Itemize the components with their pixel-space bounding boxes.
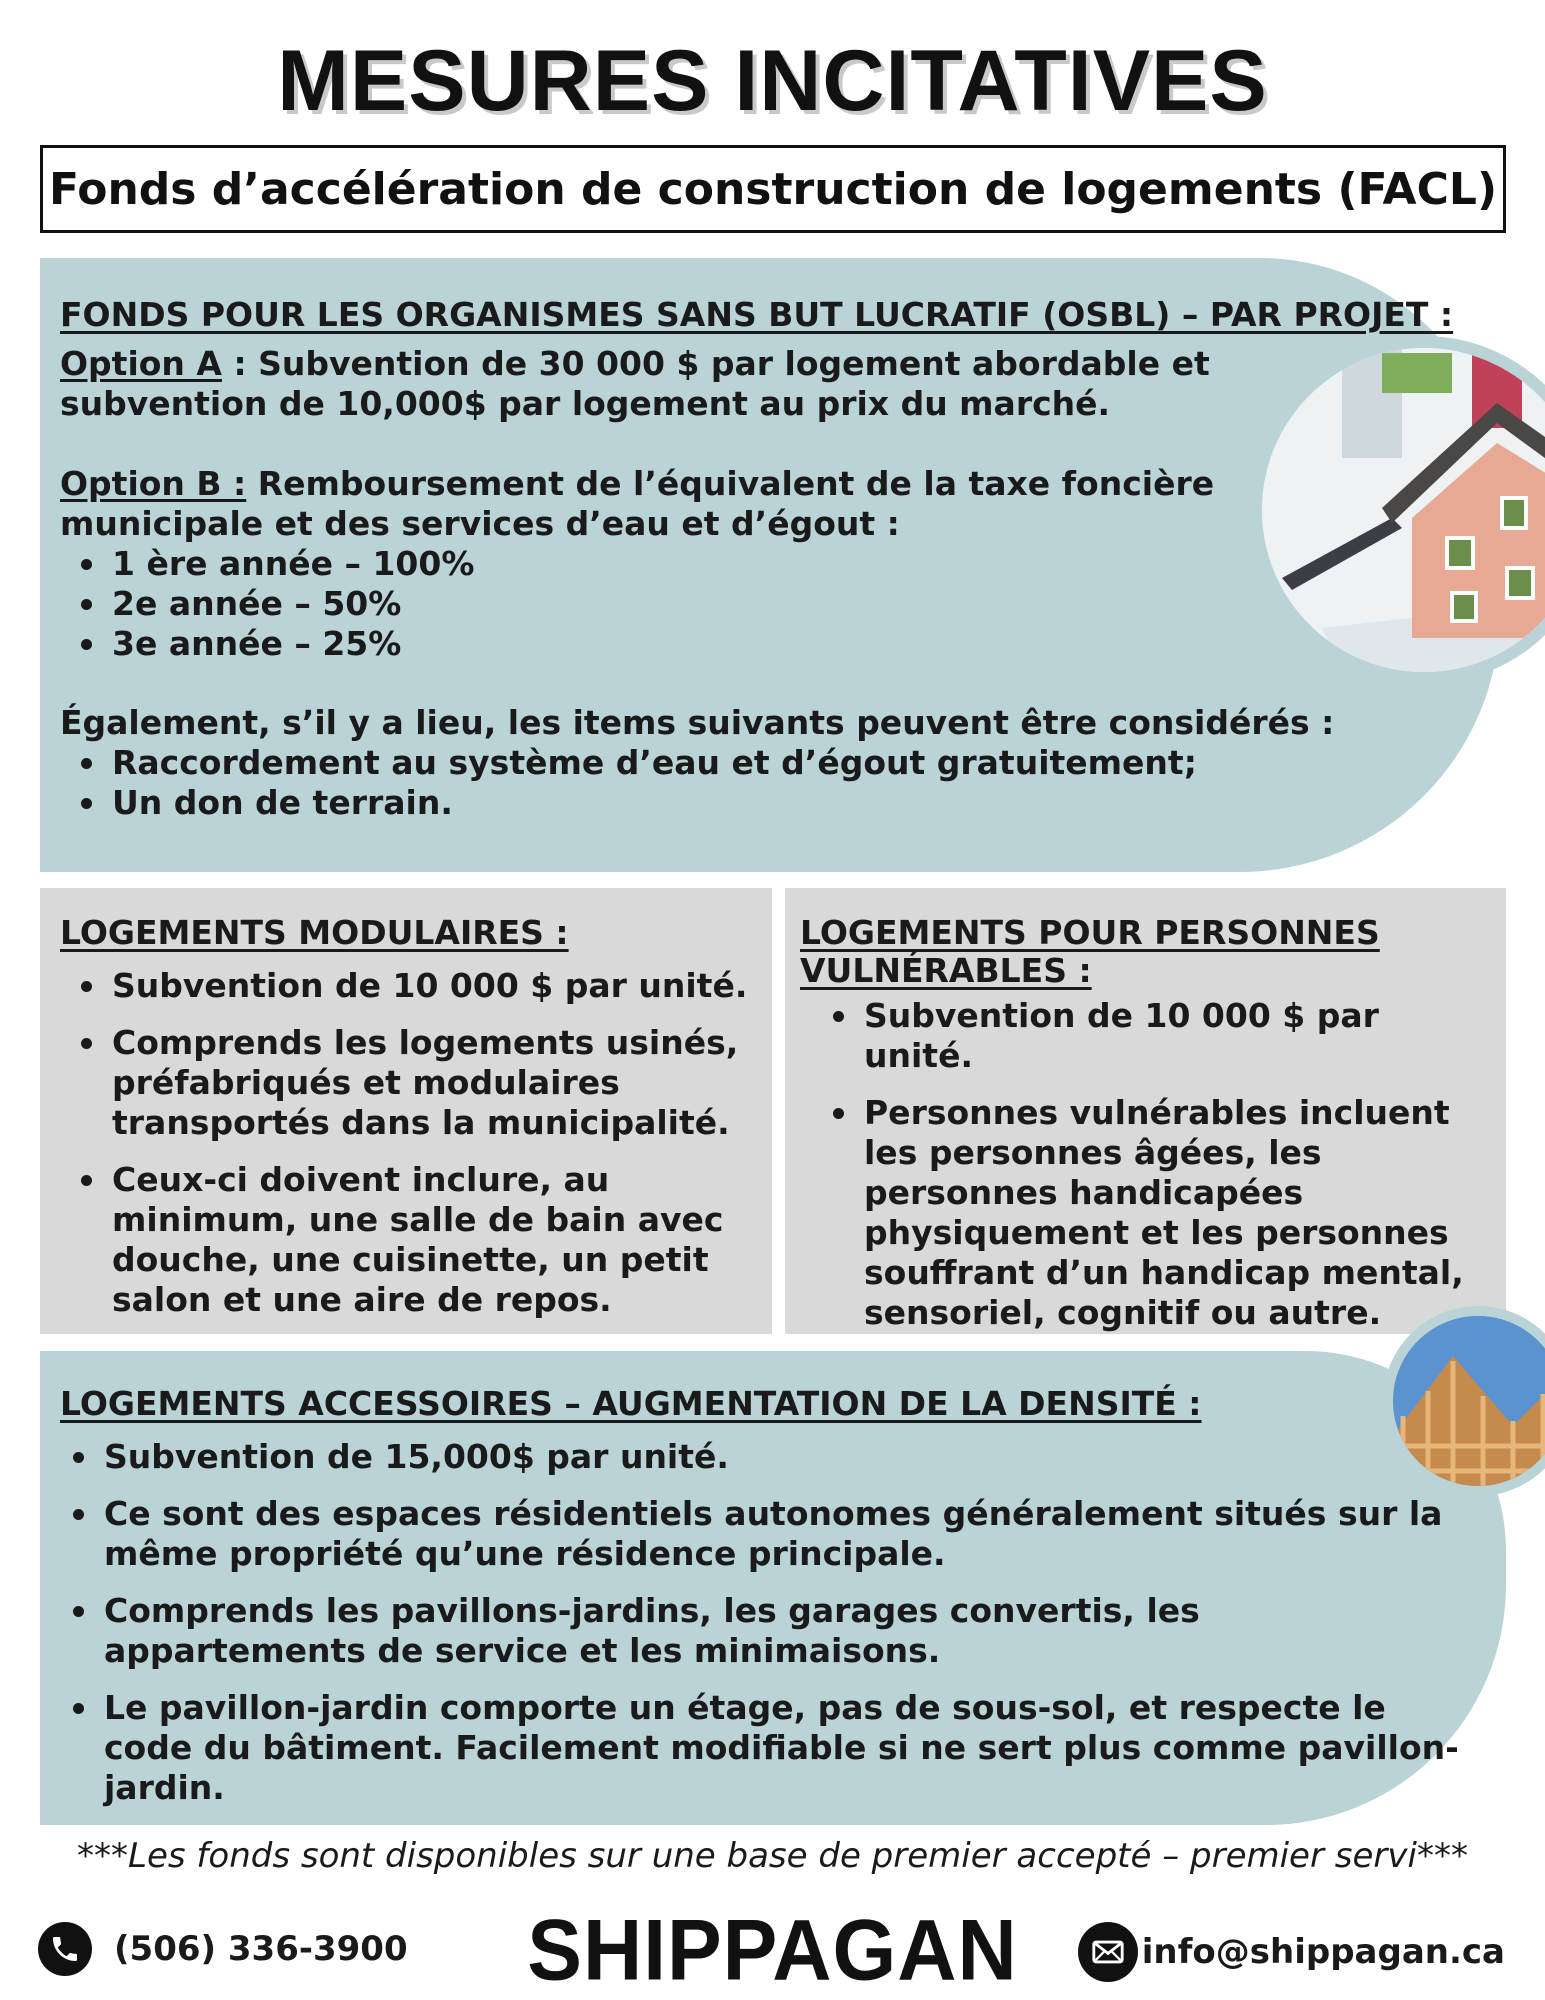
mail-icon <box>1078 1922 1138 1982</box>
list-item: Personnes vulnérables incluent les personnes âgées, les personnes handicapées physiquement et les personnes souffrant d’un handicap mental, sensoriel, cognitif ou autre. <box>812 1093 1490 1333</box>
also-intro: Également, s’il y a lieu, les items suivants peuvent être considérés : <box>60 703 1335 742</box>
option-b-list <box>60 544 1460 664</box>
accessoires-heading: LOGEMENTS ACCESSOIRES – AUGMENTATION DE LA DENSITÉ : <box>60 1384 1202 1423</box>
option-b-text: Remboursement de l’équivalent de la taxe foncière municipale et des services d’eau et d’égout : <box>60 464 1215 543</box>
option-b-label: Option B : <box>60 464 247 503</box>
list-item: Comprends les pavillons-jardins, les garages convertis, les appartements de service et les minimaisons. <box>52 1591 1460 1671</box>
list-item: 3e année – 25% <box>60 624 1460 664</box>
option-b <box>60 464 1260 544</box>
subtitle-box <box>40 145 1506 233</box>
email-address[interactable]: info@shippagan.ca <box>1141 1932 1505 1972</box>
accessoires-list <box>52 1437 1460 1808</box>
list-item: Ce sont des espaces résidentiels autonomes généralement situés sur la même propriété qu’une résidence principale. <box>52 1494 1460 1574</box>
list-item: Subvention de 10 000 $ par unité. <box>812 996 1490 1076</box>
page-title: MESURES INCITATIVES <box>277 33 1268 129</box>
vulnerables-list <box>800 996 1490 1333</box>
section-accessoires <box>40 1351 1506 1825</box>
list-item: Raccordement au système d’eau et d’égout gratuitement; <box>60 743 1460 783</box>
section-modulaires <box>40 888 772 1334</box>
list-item: Ceux-ci doivent inclure, au minimum, une salle de bain avec douche, une cuisinette, un petit salon et une aire de repos. <box>60 1160 760 1320</box>
option-a-label: Option A <box>60 344 222 383</box>
list-item: 2e année – 50% <box>60 584 1460 624</box>
vulnerables-heading: LOGEMENTS POUR PERSONNES VULNÉRABLES : <box>800 913 1380 990</box>
footer-email <box>1078 1922 1505 1982</box>
list-item: Un don de terrain. <box>60 783 1460 823</box>
modulaires-list <box>60 966 760 1320</box>
phone-number[interactable]: (506) 336-3900 <box>114 1929 408 1969</box>
footnote: ***Les fonds sont disponibles sur une base de premier accepté – premier servi*** <box>77 1836 1468 1876</box>
list-item: Le pavillon-jardin comporte un étage, pas de sous-sol, et respecte le code du bâtiment. Facilement modifiable si ne sert plus comme pavillon-jardin. <box>52 1688 1460 1808</box>
osbl-heading: FONDS POUR LES ORGANISMES SANS BUT LUCRATIF (OSBL) – PAR PROJET : <box>60 295 1454 334</box>
brand-logo: SHIPPAGAN <box>527 1902 1018 1999</box>
section-vulnerables <box>785 888 1506 1334</box>
list-item: Comprends les logements usinés, préfabriqués et modulaires transportés dans la municipalité. <box>60 1023 760 1143</box>
option-a-text: : Subvention de 30 000 $ par logement abordable et subvention de 10,000$ par logement au prix du marché. <box>60 344 1210 423</box>
subtitle: Fonds d’accélération de construction de logements (FACL) <box>48 163 1498 215</box>
list-item: Subvention de 15,000$ par unité. <box>52 1437 1460 1477</box>
list-item: Subvention de 10 000 $ par unité. <box>60 966 760 1006</box>
list-item: 1 ère année – 100% <box>60 544 1460 584</box>
modulaires-heading: LOGEMENTS MODULAIRES : <box>60 913 569 952</box>
also-list <box>60 743 1460 823</box>
option-a <box>60 344 1260 424</box>
